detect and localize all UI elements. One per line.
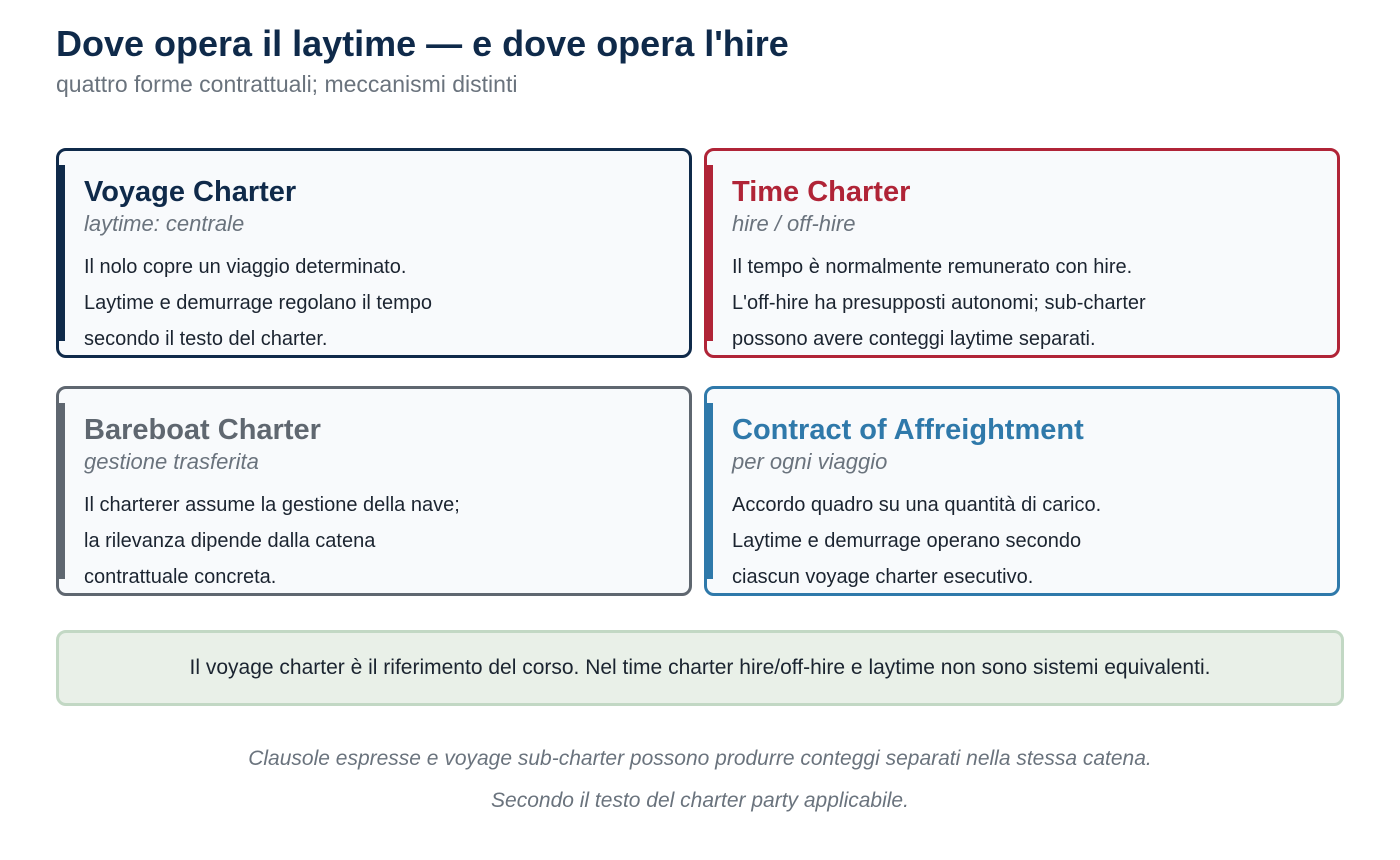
card-line: Il charterer assume la gestione della nave;	[84, 494, 460, 516]
card-body	[732, 249, 1146, 357]
page-subtitle: quattro forme contrattuali; meccanismi distinti	[56, 71, 518, 97]
footer-line: Secondo il testo del charter party applicabile.	[491, 789, 909, 812]
card-title: Contract of Affreightment	[732, 414, 1084, 446]
card-line: Il nolo copre un viaggio determinato.	[84, 256, 407, 278]
card-body	[84, 249, 432, 357]
card-line: Il tempo è normalmente remunerato con hire.	[732, 256, 1133, 278]
course-note-text: Il voyage charter è il riferimento del corso. Nel time charter hire/off-hire e laytime non sono sistemi equivalenti.	[189, 656, 1211, 679]
card-body	[732, 487, 1101, 595]
card-contract-of-affreightment	[704, 386, 1340, 596]
card-line: L'off-hire ha presupposti autonomi; sub-charter	[732, 292, 1146, 314]
card-voyage-charter	[56, 148, 692, 358]
card-line: Accordo quadro su una quantità di carico.	[732, 494, 1102, 516]
card-line: Laytime e demurrage operano secondo	[732, 530, 1082, 552]
card-tag: hire / off-hire	[732, 211, 856, 236]
card-line: Laytime e demurrage regolano il tempo	[84, 292, 432, 314]
footer-notes	[0, 738, 1400, 822]
card-line: ciascun voyage charter esecutivo.	[732, 566, 1034, 588]
card-title: Time Charter	[732, 176, 911, 208]
card-time-charter	[704, 148, 1340, 358]
card-tag: laytime: centrale	[84, 211, 245, 236]
card-line: contrattuale concreta.	[84, 566, 277, 588]
card-body	[84, 487, 460, 595]
footer-line: Clausole espresse e voyage sub-charter possono produrre conteggi separati nella stessa catena.	[248, 747, 1152, 770]
course-note-box	[56, 630, 1344, 706]
card-line: possono avere conteggi laytime separati.	[732, 328, 1096, 350]
card-line: secondo il testo del charter.	[84, 328, 328, 350]
card-line: la rilevanza dipende dalla catena	[84, 530, 376, 552]
page-title: Dove opera il laytime — e dove opera l'hire	[56, 23, 789, 64]
card-tag: gestione trasferita	[84, 449, 259, 474]
card-tag: per ogni viaggio	[732, 449, 888, 474]
card-title: Voyage Charter	[84, 176, 297, 208]
card-title: Bareboat Charter	[84, 414, 321, 446]
card-bareboat-charter	[56, 386, 692, 596]
